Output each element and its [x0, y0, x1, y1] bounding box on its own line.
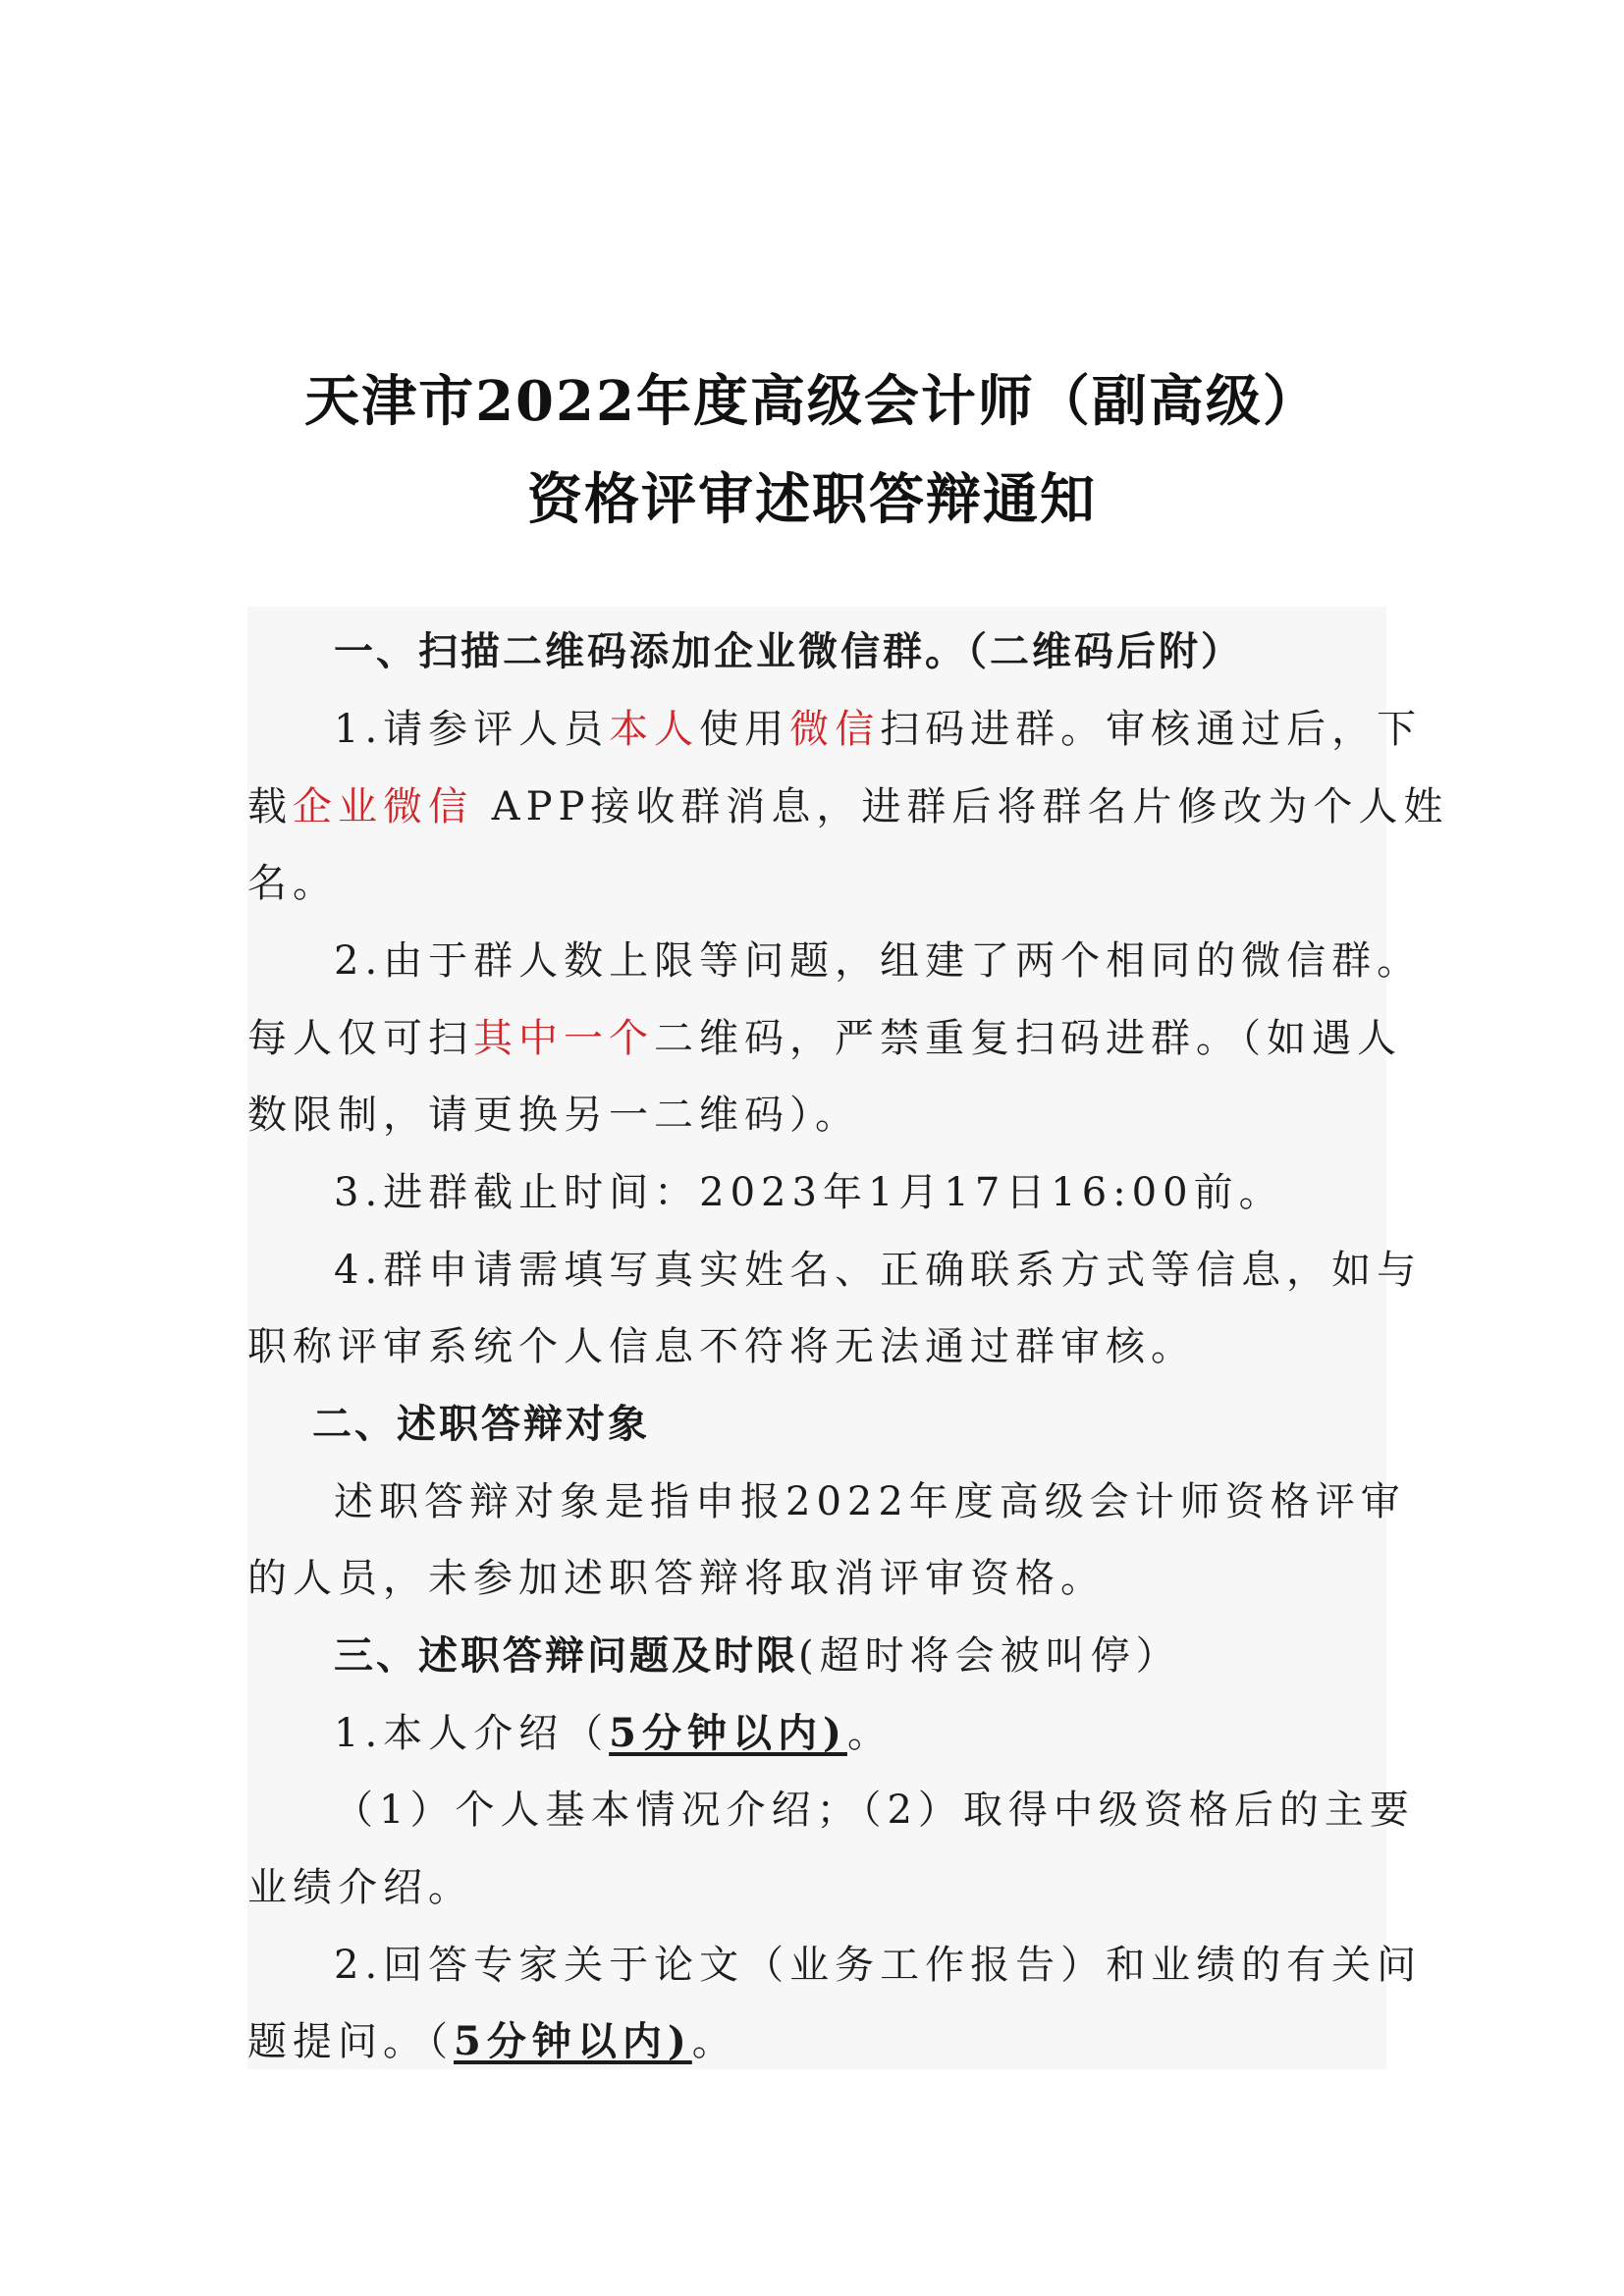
section1-heading: 一、扫描二维码添加企业微信群。（二维码后附）: [334, 629, 1243, 674]
section3-item2-line1: 2.回答专家关于论文（业务工作报告）和业绩的有关问: [334, 1943, 1423, 1988]
section3-item1: [334, 1706, 1473, 1761]
section3-item1-detail-line2: 业绩介绍。: [247, 1865, 473, 1910]
section1-item4-line1: 4.群申请需填写真实姓名、正确联系方式等信息，如与: [334, 1248, 1423, 1293]
heading-text: 三、述职答辩问题及时限: [334, 1633, 798, 1679]
time-limit: 5分钟以内): [454, 2018, 692, 2064]
section3-item1-detail-line1: （1）个人基本情况介绍；（2）取得中级资格后的主要: [334, 1788, 1415, 1833]
section2-heading: 二、述职答辩对象: [312, 1402, 650, 1447]
text: 二维码，严禁重复扫码进群。（如遇人: [654, 1016, 1402, 1061]
section1-item1-line1: [334, 702, 1473, 757]
highlight-text: 微信: [789, 707, 881, 752]
section1-item2-line3: 数限制，请更换另一二维码）。: [247, 1093, 860, 1138]
page-title-line1: 天津市2022年度高级会计师（副高级）: [304, 369, 1320, 434]
section1-item2-line1: 2.由于群人数上限等问题，组建了两个相同的微信群。: [334, 938, 1423, 984]
section1-item4-line2: 职称评审系统个人信息不符将无法通过群审核。: [247, 1324, 1196, 1369]
section3-heading: [334, 1629, 1473, 1683]
heading-note: (超时将会被叫停）: [798, 1633, 1181, 1679]
time-limit: 5分钟以内): [609, 1710, 847, 1756]
text: 1.本人介绍（: [334, 1711, 610, 1756]
section1-item3: 3.进群截止时间：2023年1月17日16:00前。: [334, 1170, 1284, 1215]
highlight-text: 其中一个: [473, 1016, 654, 1061]
highlight-text: 本人: [609, 707, 700, 752]
text: 1.请参评人员: [334, 707, 610, 752]
section1-item2-line2: [247, 1011, 1402, 1066]
section1-item1-line2: [247, 779, 1449, 834]
section2-line1: 述职答辩对象是指申报2022年度高级会计师资格评审: [334, 1479, 1406, 1524]
text: APP接收群消息，进群后将群名片修改为个人姓: [473, 784, 1449, 829]
text: 载: [247, 784, 293, 829]
section2-line2: 的人员，未参加述职答辩将取消评审资格。: [247, 1556, 1106, 1601]
page-title-line2: 资格评审述职答辩通知: [527, 467, 1097, 532]
text: 每人仅可扫: [247, 1016, 473, 1061]
text: 扫码进群。审核通过后，下: [880, 707, 1423, 752]
text: 。: [691, 2019, 737, 2064]
section3-item2-line2: [247, 2014, 1386, 2069]
text: 题提问。（: [247, 2019, 454, 2064]
section1-item1-line3: 名。: [247, 861, 338, 906]
text: 。: [846, 1711, 893, 1756]
highlight-text: 企业微信: [293, 784, 473, 829]
text: 使用: [699, 707, 790, 752]
